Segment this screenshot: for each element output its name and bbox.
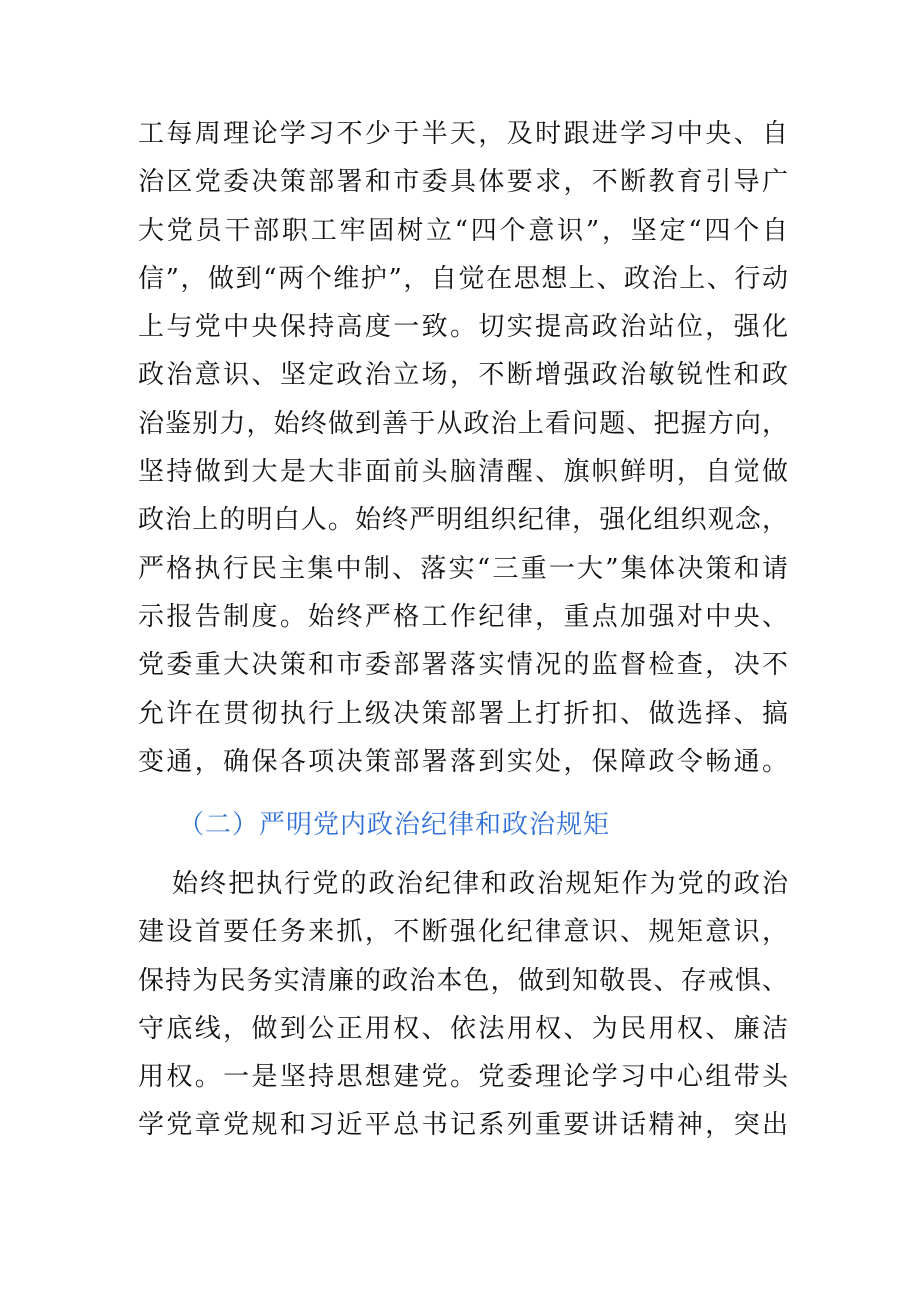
text-line: 学党章党规和习近平总书记系列重要讲话精神，突出 — [138, 1110, 788, 1141]
text-line: 信”，做到“两个维护”，自觉在思想上、政治上、行动 — [138, 263, 788, 294]
text-line: 守底线，做到公正用权、依法用权、为民用权、廉洁 — [138, 1013, 788, 1044]
text-line: 始终把执行党的政治纪律和政治规矩作为党的政治 — [172, 869, 788, 899]
text-line: 保持为民务实清廉的政治本色，做到知敬畏、存戒惧、 — [138, 965, 788, 996]
text-line: 政治意识、坚定政治立场，不断增强政治敏锐性和政 — [138, 360, 788, 391]
text-line: 治鉴别力，始终做到善于从政治上看问题、把握方向， — [138, 408, 788, 439]
text-line: 严格执行民主集中制、落实“三重一大”集体决策和请 — [138, 553, 788, 584]
text-line: 示报告制度。始终严格工作纪律，重点加强对中央、 — [138, 601, 788, 632]
text-line: 坚持做到大是大非面前头脑清醒、旗帜鲜明，自觉做 — [138, 457, 788, 488]
paragraph-political-discipline — [138, 110, 788, 786]
text-line: 变通，确保各项决策部署落到实处，保障政令畅通。 — [138, 746, 788, 777]
text-line: 允许在贯彻执行上级决策部署上打折扣、做选择、搞 — [138, 698, 788, 729]
text-line: 上与党中央保持高度一致。切实提高政治站位，强化 — [138, 312, 788, 343]
text-line: 治区党委决策部署和市委具体要求，不断教育引导广 — [138, 167, 788, 198]
text-line: 党委重大决策和市委部署落实情况的监督检查，决不 — [138, 650, 788, 681]
text-line: 用权。一是坚持思想建党。党委理论学习中心组带头 — [138, 1062, 788, 1093]
text-line: 工每周理论学习不少于半天，及时跟进学习中央、自 — [138, 119, 788, 149]
text-line: 建设首要任务来抓，不断强化纪律意识、规矩意识， — [138, 917, 788, 948]
paragraph-party-rules — [138, 860, 788, 1150]
section-heading: （二）严明党内政治纪律和政治规矩 — [178, 810, 611, 840]
text-line: 大党员干部职工牢固树立“四个意识”，坚定“四个自 — [138, 215, 788, 246]
text-line: 政治上的明白人。始终严明组织纪律，强化组织观念， — [138, 505, 788, 536]
